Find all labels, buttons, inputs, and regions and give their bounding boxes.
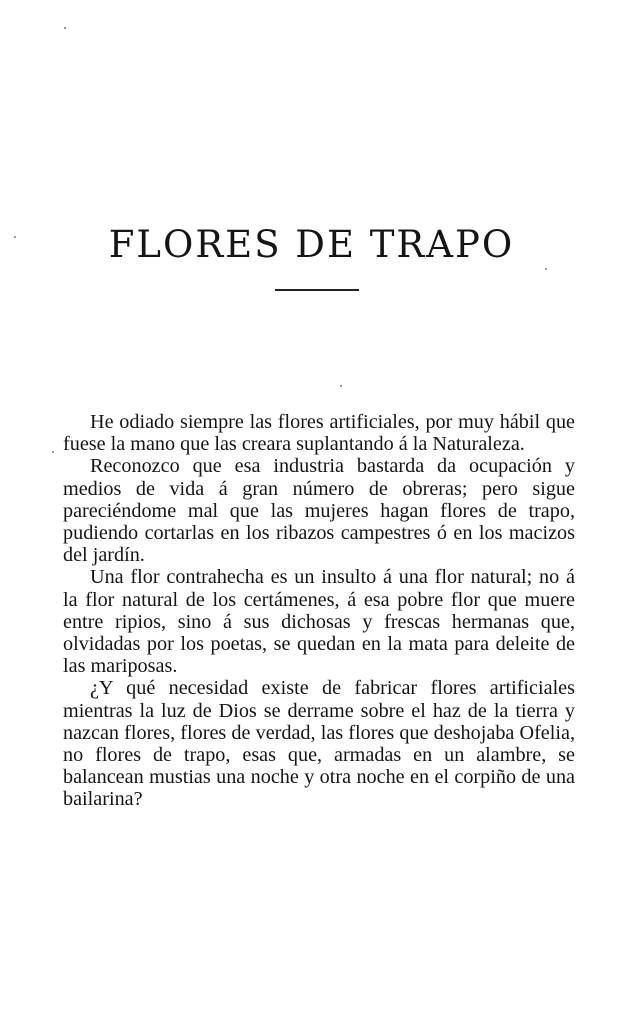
paragraph: ¿Y qué necesidad existe de fabricar flores artificiales mientras la luz de Dios se derrame sobre el haz de la tierra y nazcan flores, flores de verdad, las flores que deshojaba Ofelia, no flores de trapo, esas que, armadas en un alambre, se balancean mustias una noche y otra noche en el corpiño de una bailarina? bbox=[63, 677, 575, 811]
paragraph: He odiado siempre las flores artificiales, por muy hábil que fuese la mano que las creara suplantando á la Naturaleza. bbox=[63, 411, 575, 456]
chapter-title: FLORES DE TRAPO bbox=[108, 222, 515, 266]
paper-speck bbox=[545, 268, 547, 270]
paragraph: Una flor contrahecha es un insulto á una flor natural; no á la flor natural de los certámenes, á esa pobre flor que muere entre ripios, sino á sus dichosas y frescas hermanas que, olvidadas por los poetas, se quedan en la mata para deleite de las mariposas. bbox=[63, 566, 575, 678]
paper-speck bbox=[52, 451, 54, 453]
paper-speck bbox=[64, 27, 66, 29]
paragraph: Reconozco que esa industria bastarda da ocupación y medios de vida á gran número de obreras; pero sigue pareciéndome mal que las mujeres hagan flores de trapo, pudiendo cortarlas en los ribazos campestres ó en los macizos del jardín. bbox=[63, 455, 575, 567]
title-divider bbox=[275, 289, 359, 291]
paper-speck bbox=[340, 385, 342, 387]
chapter-body bbox=[63, 411, 575, 811]
